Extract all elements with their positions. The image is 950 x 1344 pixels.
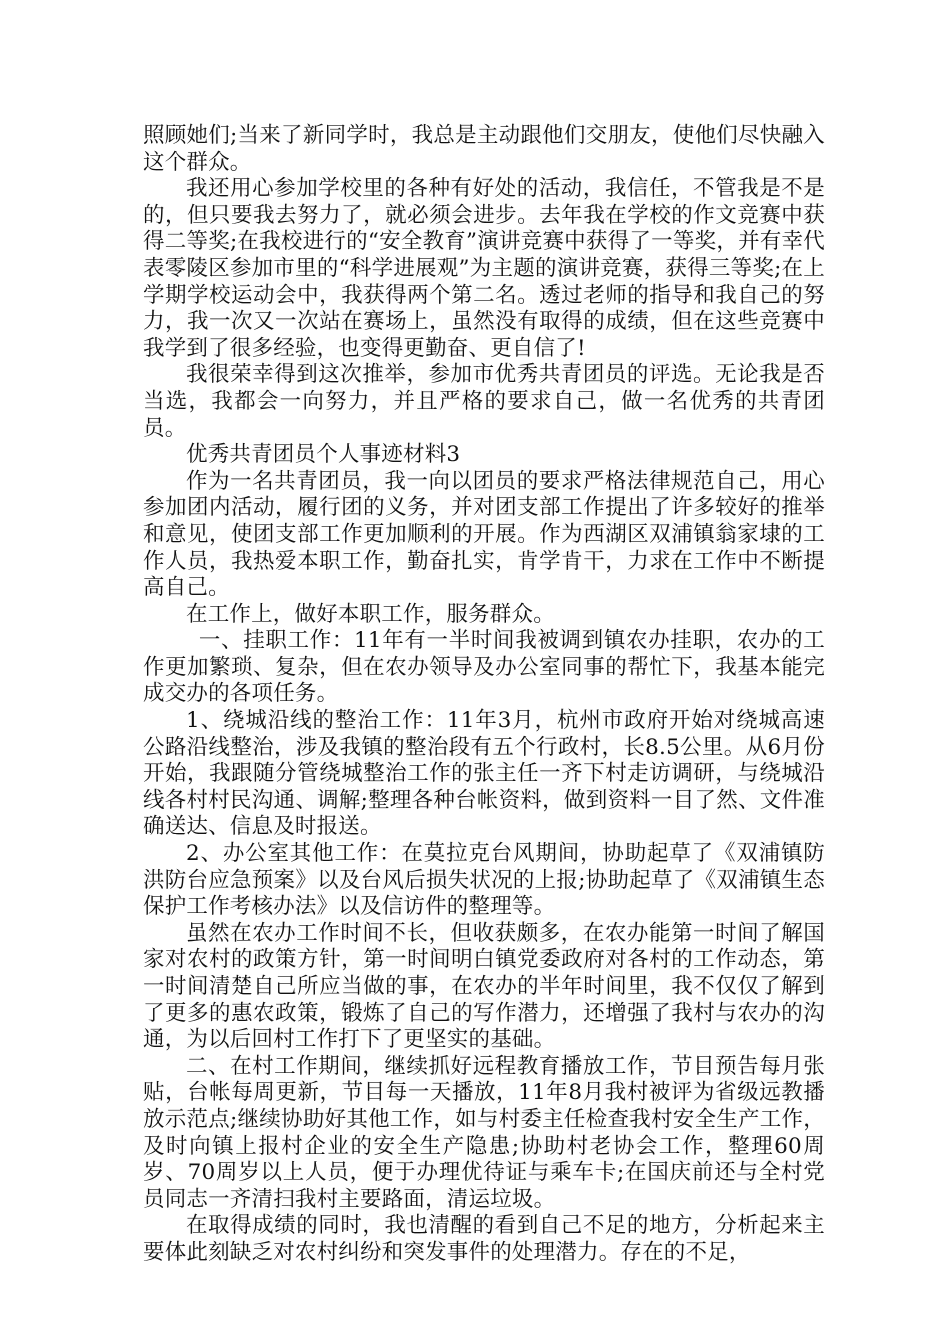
paragraph-12: 在取得成绩的同时，我也清醒的看到自己不足的地方，分析起来主要体此刻缺乏对农村纠纷和突发事件的处理潜力。存在的不足，	[143, 1213, 825, 1265]
paragraph-9: 2、办公室其他工作：在莫拉克台风期间，协助起草了《双浦镇防洪防台应急预案》以及台风后损失状况的上报;协助起草了《双浦镇生态保护工作考核办法》以及信访件的整理等。	[143, 841, 825, 920]
paragraph-3: 我很荣幸得到这次推举，参加市优秀共青团员的评选。无论我是否当选，我都会一向努力，并且严格的要求自己，做一名优秀的共青团员。	[143, 362, 825, 441]
paragraph-7: 一、挂职工作：11年有一半时间我被调到镇农办挂职，农办的工作更加繁琐、复杂，但在农办领导及办公室同事的帮忙下，我基本能完成交办的各项任务。	[143, 628, 825, 707]
paragraph-2: 我还用心参加学校里的各种有好处的活动，我信任，不管我是不是的，但只要我去努力了，就必须会进步。去年我在学校的作文竞赛中获得二等奖;在我校进行的“安全教育”演讲竞赛中获得了一等奖，并有幸代表零陵区参加市里的“科学进展观”为主题的演讲竞赛，获得三等奖;在上学期学校运动会中，我获得两个第二名。透过老师的指导和我自己的努力，我一次又一次站在赛场上，虽然没有取得的成绩，但在这些竞赛中我学到了很多经验，也变得更勤奋、更自信了!	[143, 176, 825, 361]
paragraph-11: 二、在村工作期间，继续抓好远程教育播放工作，节目预告每月张贴，台帐每周更新，节目每一天播放，11年8月我村被评为省级远教播放示范点;继续协助好其他工作，如与村委主任检查我村安全生产工作，及时向镇上报村企业的安全生产隐患;协助村老协会工作，整理60周岁、70周岁以上人员，便于办理优待证与乘车卡;在国庆前还与全村党员同志一齐清扫我村主要路面，清运垃圾。	[143, 1053, 825, 1212]
paragraph-1: 照顾她们;当来了新同学时，我总是主动跟他们交朋友，使他们尽快融入这个群众。	[143, 123, 825, 175]
section-heading: 优秀共青团员个人事迹材料3	[186, 442, 461, 468]
paragraph-8: 1、绕城沿线的整治工作：11年3月，杭州市政府开始对绕城高速公路沿线整治，涉及我镇的整治段有五个行政村，长8.5公里。从6月份开始，我跟随分管绕城整治工作的张主任一齐下村走访调研，与绕城沿线各村村民沟通、调解;整理各种台帐资料，做到资料一目了然、文件准确送达、信息及时报送。	[143, 708, 825, 840]
paragraph-5: 作为一名共青团员，我一向以团员的要求严格法律规范自己，用心参加团内活动，履行团的义务，并对团支部工作提出了许多较好的推举和意见，使团支部工作更加顺利的开展。作为西湖区双浦镇翁家埭的工作人员，我热爱本职工作，勤奋扎实，肯学肯干，力求在工作中不断提高自己。	[143, 468, 825, 601]
paragraph-10: 虽然在农办工作时间不长，但收获颇多，在农办能第一时间了解国家对农村的政策方针，第一时间明白镇党委政府对各村的工作动态，第一时间清楚自己所应当做的事，在农办的半年时间里，我不仅仅了解到了更多的惠农政策，锻炼了自己的写作潜力，还增强了我村与农办的沟通，为以后回村工作打下了更坚实的基础。	[143, 920, 825, 1053]
document-body	[143, 123, 825, 1267]
paragraph-6: 在工作上，做好本职工作，服务群众。	[186, 601, 555, 627]
